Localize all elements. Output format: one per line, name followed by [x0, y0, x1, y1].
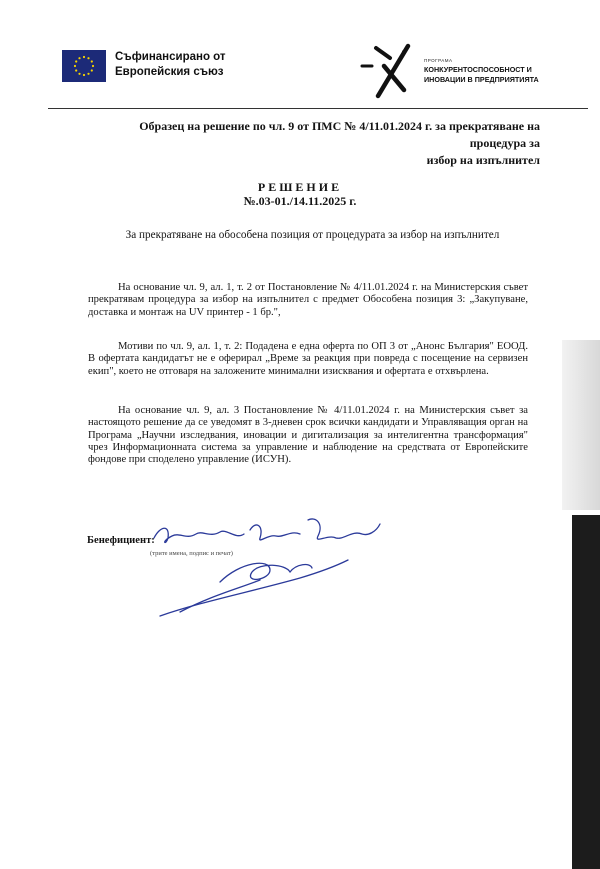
scan-edge-dark: [572, 515, 600, 869]
decision-number: №.03-01./14.11.2025 г.: [243, 194, 357, 208]
eu-line-2: Европейския съюз: [115, 66, 224, 78]
scan-edge-strip: [562, 340, 600, 510]
header-divider: [48, 108, 588, 109]
program-line-2: ИНОВАЦИИ В ПРЕДПРИЯТИЯТА: [424, 74, 539, 84]
decision-heading: [180, 180, 420, 208]
paragraph-text: На основание чл. 9, ал. 1, т. 2 от Постановление № 4/11.01.2024 г. на Министерския съвет прекратявам процедура за избор на изпълнител с предмет Обособена позиция 3: „Закупуване, доставка и монтаж на UV принтер - 1 бр.",: [88, 282, 528, 318]
handwritten-signature: [140, 512, 390, 622]
form-title: [80, 118, 540, 169]
decision-subject: За прекратяване на обособена позиция от процедурата за избор на изпълнител: [125, 229, 500, 241]
decision-title: РЕШЕНИЕ: [257, 180, 343, 194]
paragraph-text: Мотиви по чл. 9, ал. 1, т. 2: Подадена е една оферта по ОП 3 от „Анонс България" ЕООД. В офертата кандидатът не е оферирал „Време за реакция при повреда с посещение на сервизен екип", което не отговаря на заложените минимални изисквания и офертата е отхвърлена.: [88, 341, 528, 377]
paragraph-motives: [88, 341, 528, 378]
paragraph-notification: [88, 405, 528, 466]
paragraph-legal-basis: [88, 282, 528, 319]
form-title-line-1: Образец на решение по чл. 9 от ПМС № 4/11.01.2024 г. за прекратяване на процедура за: [139, 119, 540, 150]
program-logo-icon: [360, 42, 422, 100]
form-title-line-2: избор на изпълнител: [426, 153, 540, 167]
eu-cofinanced-label: [115, 50, 265, 80]
program-name: [424, 65, 594, 84]
paragraph-text: На основание чл. 9, ал. 3 Постановление № 4/11.01.2024 г. на Министерския съвет за настоящото решение да се уведомят в 3-дневен срок всички кандидати и Управляващия орган на Програма „Научни изследвания, иновации и дигитализация за интелигентна трансформация" чрез Информационната система за управление и наблюдение на средствата от Европейските фондове при споделено управление (ИСУН).: [88, 405, 528, 466]
eu-line-1: Съфинансирано от: [115, 51, 226, 63]
beneficiary-label: Бенефициент:: [87, 535, 155, 546]
program-small-label: ПРОГРАМА: [424, 58, 453, 63]
eu-flag-icon: [62, 50, 106, 82]
eu-flag-graphic: [62, 50, 106, 82]
program-line-1: КОНКУРЕНТОСПОСОБНОСТ И: [424, 65, 532, 74]
signature-note: (трите имена, подпис и печат): [150, 550, 233, 557]
